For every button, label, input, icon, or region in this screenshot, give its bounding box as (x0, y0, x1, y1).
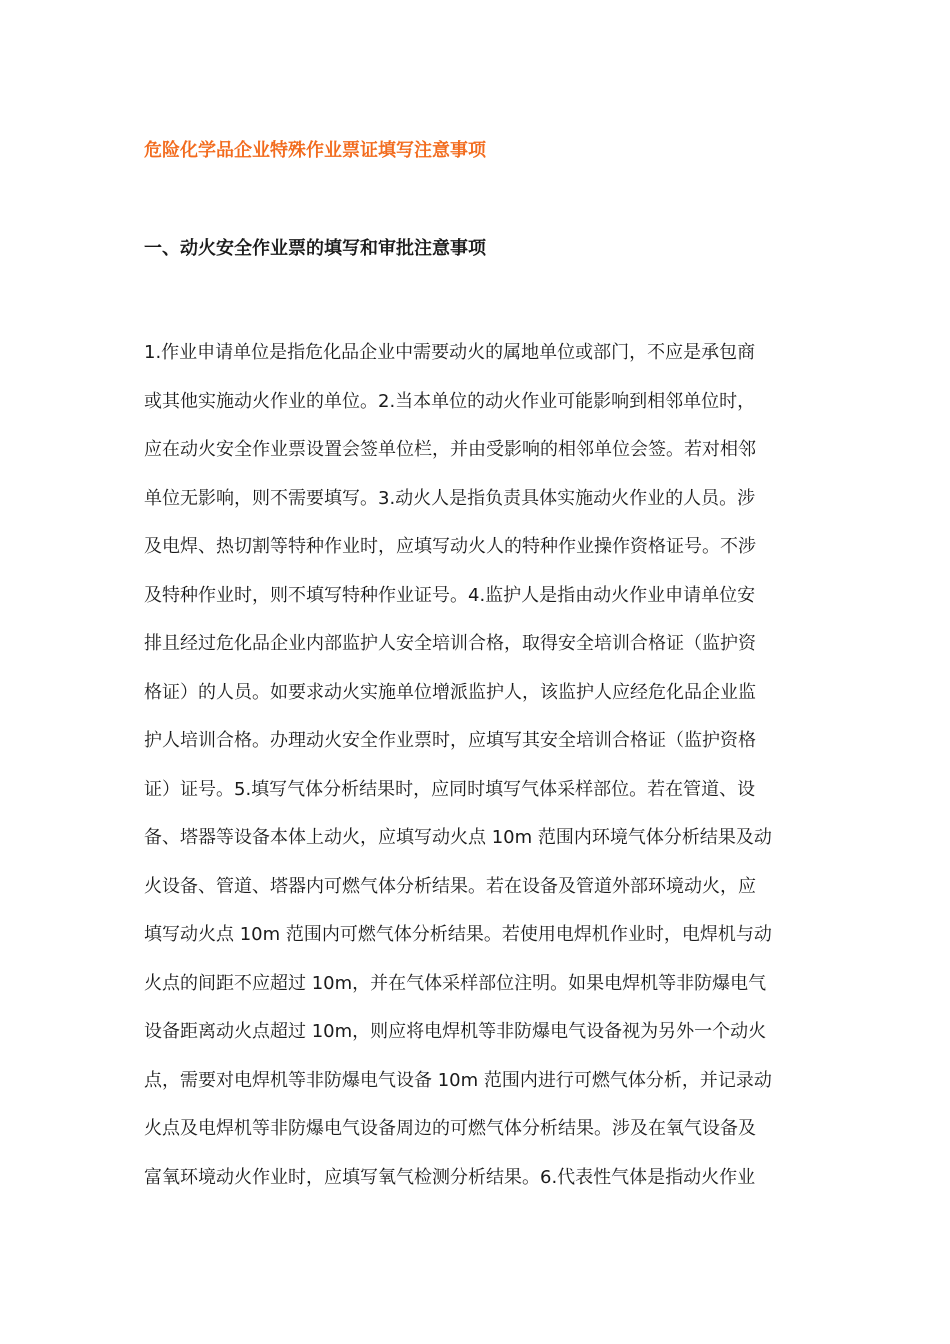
body-line: 排且经过危化品企业内部监护人安全培训合格，取得安全培训合格证（监护资 (144, 633, 756, 654)
body-line: 1.作业申请单位是指危化品企业中需要动火的属地单位或部门，不应是承包商 (144, 342, 756, 363)
body-line: 证）证号。5.填写气体分析结果时，应同时填写气体采样部位。若在管道、设 (144, 778, 756, 800)
body-line: 或其他实施动火作业的单位。2.当本单位的动火作业可能影响到相邻单位时， (144, 390, 756, 412)
body-line: 火点的间距不应超过 10m，并在气体采样部位注明。如果电焊机等非防爆电气 (144, 972, 767, 994)
body-line: 填写动火点 10m 范围内可燃气体分析结果。若使用电焊机作业时，电焊机与动 (144, 924, 772, 945)
body-line: 火设备、管道、塔器内可燃气体分析结果。若在设备及管道外部环境动火，应 (144, 875, 756, 897)
section-heading: 一、动火安全作业票的填写和审批注意事项 (144, 238, 486, 259)
document-title: 危险化学品企业特殊作业票证填写注意事项 (144, 140, 486, 161)
body-line: 火点及电焊机等非防爆电气设备周边的可燃气体分析结果。涉及在氧气设备及 (144, 1118, 756, 1139)
body-line: 点，需要对电焊机等非防爆电气设备 10m 范围内进行可燃气体分析，并记录动 (144, 1069, 772, 1091)
body-line: 格证）的人员。如要求动火实施单位增派监护人，该监护人应经危化品企业监 (144, 681, 756, 703)
body-paragraph (144, 338, 814, 1211)
body-line: 及特种作业时，则不填写特种作业证号。4.监护人是指由动火作业申请单位安 (144, 584, 756, 606)
body-line: 应在动火安全作业票设置会签单位栏，并由受影响的相邻单位会签。若对相邻 (144, 439, 756, 460)
body-line: 设备距离动火点超过 10m，则应将电焊机等非防爆电气设备视为另外一个动火 (144, 1021, 767, 1042)
body-line: 及电焊、热切割等特种作业时，应填写动火人的特种作业操作资格证号。不涉 (144, 536, 756, 557)
body-line: 护人培训合格。办理动火安全作业票时，应填写其安全培训合格证（监护资格 (144, 730, 756, 751)
body-line: 备、塔器等设备本体上动火，应填写动火点 10m 范围内环境气体分析结果及动 (144, 827, 772, 848)
body-line: 富氧环境动火作业时，应填写氧气检测分析结果。6.代表性气体是指动火作业 (144, 1166, 756, 1188)
body-line: 单位无影响，则不需要填写。3.动火人是指负责具体实施动火作业的人员。涉 (144, 487, 756, 509)
